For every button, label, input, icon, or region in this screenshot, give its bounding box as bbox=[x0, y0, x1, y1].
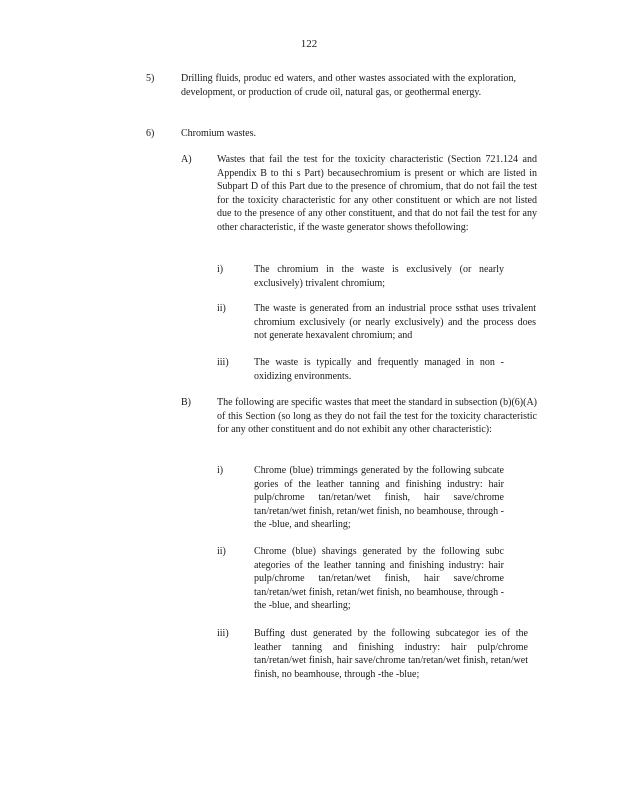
item-text: Drilling fluids, produc ed waters, and other wastes associated with the exploration, development, or production of crude oil, natural gas, or geothermal energy. bbox=[181, 73, 516, 98]
subsection-number: A) bbox=[181, 154, 192, 165]
clause-text: Chrome (blue) shavings generated by the following subc ategories of the leather tanning and finishing industry: hair pulp/chrome tan/retan/wet finish, hair save/chrome tan/retan/wet finish, retan/wet finish, no beamhouse, through -the -blue, and shearling; bbox=[254, 546, 504, 612]
clause-text: Chrome (blue) trimmings generated by the following subcate gories of the leather tanning and finishing industry: hair pulp/chrome tan/retan/wet finish, hair save/chrome tan/retan/wet finish, retan/wet finish, no beamhouse, through -the -blue, and shearling; bbox=[254, 465, 504, 531]
clause-text: The waste is typically and frequently managed in non - oxidizing environments. bbox=[254, 357, 504, 382]
clause-number: ii) bbox=[217, 546, 226, 557]
item-text: Chromium wastes. bbox=[181, 128, 256, 139]
subsection-text: Wastes that fail the test for the toxicity characteristic (Section 721.124 and Appendix B to thi s Part) becausechromium is present or which are listed in Subpart D of this Part due to the presence of chromium, that do not fail the test for the toxicity characteristic for any other constituent or which are not listed due to the presence of any other constituent, and that do not fail the test for any other characteristic, if the waste generator shows thefollowing: bbox=[217, 154, 537, 233]
clause-number: i) bbox=[217, 465, 224, 476]
item-number: 5) bbox=[146, 73, 155, 84]
clause-text: The waste is generated from an industrial proce ssthat uses trivalent chromium exclusively (or nearly exclusively) and the process does not generate hexavalent chromium; and bbox=[254, 303, 536, 342]
clause-text: The chromium in the waste is exclusively (or nearly exclusively) trivalent chromium; bbox=[254, 264, 504, 289]
clause-number: i) bbox=[217, 264, 224, 275]
clause-number: ii) bbox=[217, 303, 226, 314]
subsection-text: The following are specific wastes that meet the standard in subsection (b)(6)(A) of this Section (so long as they do not fail the test for the toxicity characteristic for any other constituent and do not exhibit any other characteristic): bbox=[217, 397, 537, 436]
clause-text: Buffing dust generated by the following subcategor ies of the leather tanning and finishing industry: hair pulp/chrome tan/retan/wet finish, hair save/chrome tan/retan/wet finish, retan/wet finish, no beamhouse, through -the -blue; bbox=[254, 628, 528, 680]
item-number: 6) bbox=[146, 128, 155, 139]
subsection-number: B) bbox=[181, 397, 191, 408]
page-number: 122 bbox=[300, 38, 318, 50]
clause-number: iii) bbox=[217, 628, 229, 639]
clause-number: iii) bbox=[217, 357, 229, 368]
